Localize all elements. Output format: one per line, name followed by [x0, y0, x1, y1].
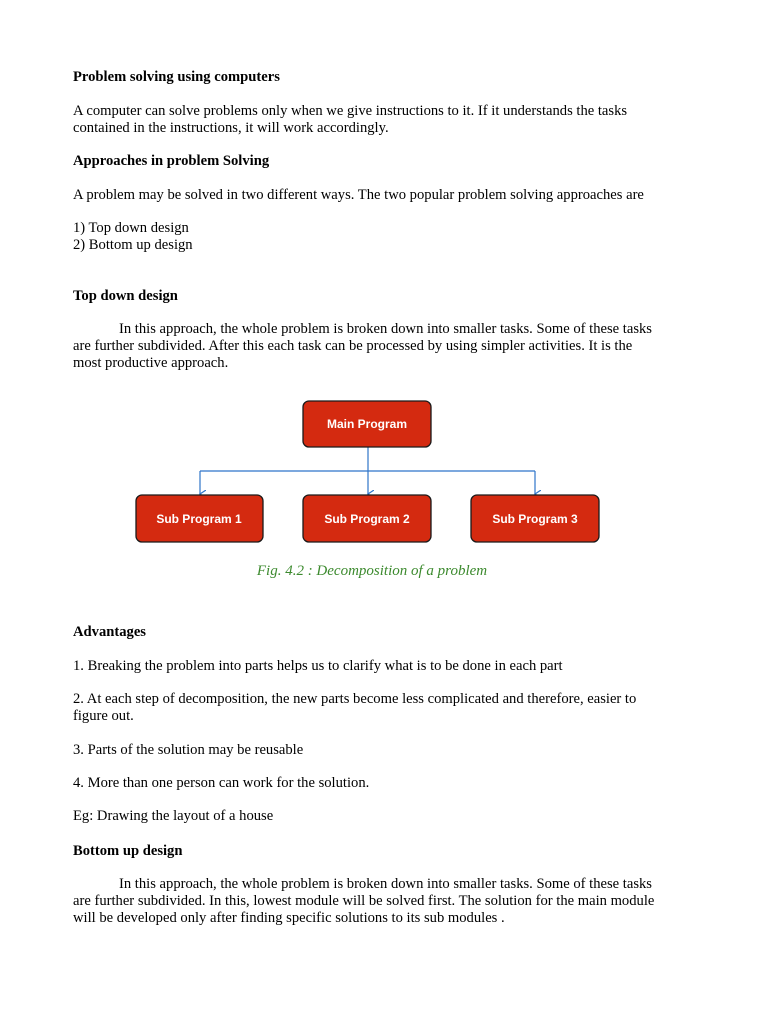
section-heading-bottom-up: Bottom up design: [73, 843, 183, 859]
example-line: Eg: Drawing the layout of a house: [73, 808, 274, 824]
bottom-up-line-1: In this approach, the whole problem is broken down into smaller tasks. Some of these tasks: [119, 876, 652, 892]
advantage-line: figure out.: [73, 708, 134, 724]
intro-paragraph: [73, 103, 701, 137]
approaches-list: [73, 220, 701, 254]
sub-program-2-label: Sub Program 2: [324, 512, 410, 526]
section-heading-approaches: Approaches in problem Solving: [73, 153, 270, 169]
diagram-connectors: [200, 447, 535, 494]
section-heading-top-down: Top down design: [73, 288, 178, 304]
top-down-paragraph: [73, 321, 701, 372]
advantage-item: 1. Breaking the problem into parts helps us to clarify what is to be done in each part: [73, 658, 563, 674]
sub-program-2-node: [303, 495, 431, 542]
main-program-label: Main Program: [326, 417, 408, 431]
sub-program-3-label: Sub Program 3: [492, 512, 578, 526]
advantage-item: 3. Parts of the solution may be reusable: [73, 742, 304, 758]
sub-program-1-node: [136, 495, 263, 542]
intro-line-2: contained in the instructions, it will work accordingly.: [73, 120, 389, 136]
section-heading-advantages: Advantages: [73, 624, 146, 640]
advantage-item: [73, 691, 701, 725]
figure-caption: Fig. 4.2 : Decomposition of a problem: [256, 563, 488, 579]
top-down-line-2: are further subdivided. After this each task can be processed by using simpler activities. It is the: [73, 338, 633, 354]
bottom-up-line-3: will be developed only after finding specific solutions to its sub modules .: [73, 910, 505, 926]
intro-line-1: A computer can solve problems only when we give instructions to it. If it understands the tasks: [73, 103, 628, 119]
advantage-item: 4. More than one person can work for the solution.: [73, 775, 370, 791]
sub-program-3-node: [471, 495, 599, 542]
decomposition-diagram: [0, 390, 768, 590]
section-heading-problem-solving: Problem solving using computers: [73, 69, 280, 85]
main-program-node: [303, 401, 431, 447]
top-down-line-3: most productive approach.: [73, 355, 229, 371]
top-down-line-1: In this approach, the whole problem is broken down into smaller tasks. Some of these tasks: [119, 321, 652, 337]
advantage-line: 2. At each step of decomposition, the new parts become less complicated and therefore, easier to: [73, 691, 637, 707]
bottom-up-paragraph: [73, 876, 701, 927]
sub-program-1-label: Sub Program 1: [156, 512, 242, 526]
approaches-paragraph: A problem may be solved in two different ways. The two popular problem solving approaches are: [73, 187, 644, 203]
list-item: 1) Top down design: [73, 220, 189, 236]
bottom-up-line-2: are further subdivided. In this, lowest module will be solved first. The solution for the main module: [73, 893, 655, 909]
list-item: 2) Bottom up design: [73, 237, 193, 253]
